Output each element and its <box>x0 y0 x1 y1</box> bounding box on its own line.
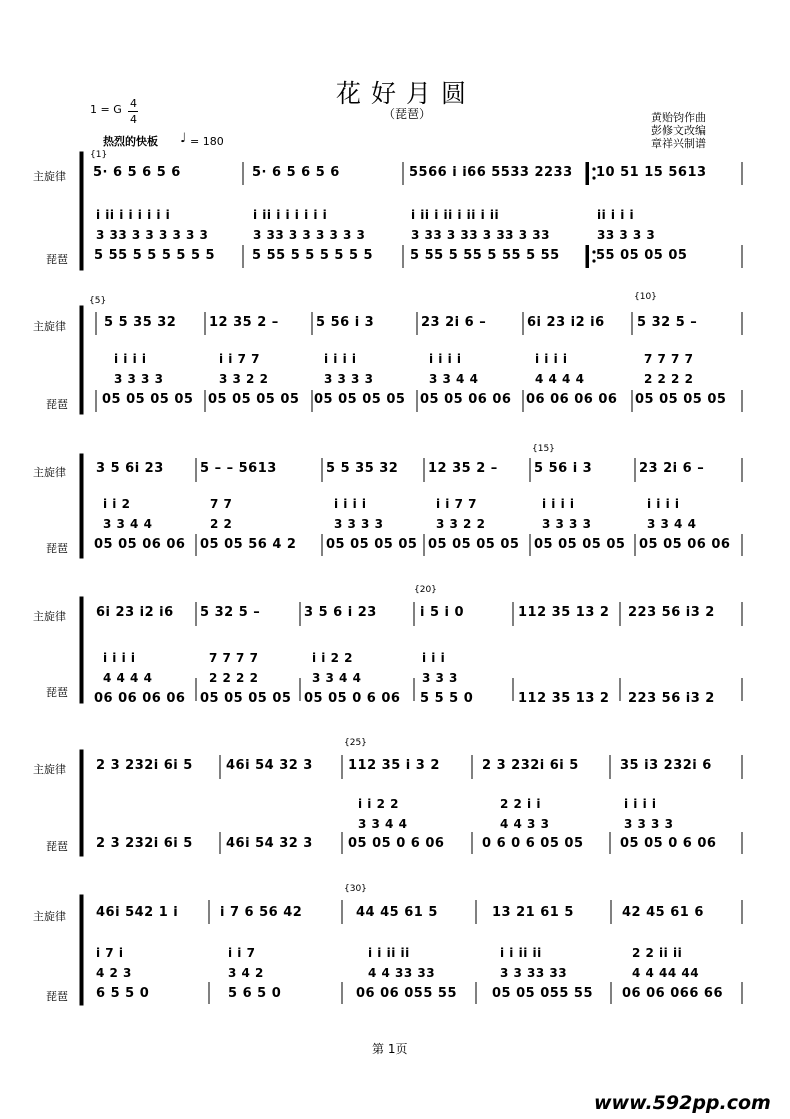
pipa-bass-row: 05 05 055 55 <box>492 986 593 1001</box>
pipa-bass-row: 05 05 05 05 <box>208 392 300 407</box>
measure-number: {10} <box>634 292 657 302</box>
melody-measure: 5· 6 5 6 5 6 <box>93 165 181 180</box>
pipa-middle-row: 3 3 3 3 <box>624 817 674 831</box>
pipa-bass-row: 05 05 06 06 <box>94 537 186 552</box>
pipa-bass-row: 05 05 05 05 <box>102 392 194 407</box>
melody-measure: 3 5 6i 23 <box>96 461 164 476</box>
pipa-upper-row: i i 2 <box>103 497 131 511</box>
key-signature: 1 = G <box>90 103 122 116</box>
part-label-melody: 主旋律 <box>33 910 66 923</box>
pipa-bass-row: 223 56 i3 2 <box>628 691 715 706</box>
melody-measure: 5 5 35 32 <box>326 461 399 476</box>
part-label-melody: 主旋律 <box>33 763 66 776</box>
pipa-middle-row: 3 3 33 33 <box>500 966 568 980</box>
melody-measure: 23 2i 6 – <box>421 315 487 330</box>
pipa-middle-row: 4 4 4 4 <box>535 372 585 386</box>
part-label-pipa: 琵琶 <box>46 542 68 555</box>
pipa-bass-row: 05 05 0 6 06 <box>348 836 445 851</box>
melody-measure: 10 51 15 5613 <box>596 165 707 180</box>
pipa-middle-row: 3 3 3 3 <box>542 517 592 531</box>
melody-measure: 3 5 6 i 23 <box>304 605 377 620</box>
pipa-bass-row: 05 05 05 05 <box>326 537 418 552</box>
melody-measure: 112 35 i 3 2 <box>348 758 440 773</box>
tempo-text: 热烈的快板 <box>103 135 158 148</box>
part-label-pipa: 琵琶 <box>46 686 68 699</box>
pipa-middle-row: 2 2 2 2 <box>644 372 694 386</box>
arranger-credit: 彭修文改编 <box>651 124 706 137</box>
pipa-bass-row: 05 05 05 05 <box>534 537 626 552</box>
melody-measure: 13 21 61 5 <box>492 905 574 920</box>
measure-number: {5} <box>89 296 107 306</box>
pipa-upper-row: i i 7 <box>228 946 256 960</box>
pipa-bass-row: 05 05 06 06 <box>639 537 731 552</box>
page-number: 第 1页 <box>372 1042 408 1056</box>
melody-measure: 35 i3 232i 6 <box>620 758 712 773</box>
pipa-bass-row: 55 05 05 05 <box>596 248 688 263</box>
pipa-bass-row: 2 3 232i 6i 5 <box>96 836 193 851</box>
pipa-middle-row: 3 33 3 3 3 3 3 3 <box>253 228 366 242</box>
melody-measure: 44 45 61 5 <box>356 905 438 920</box>
pipa-bass-row: 05 05 05 05 <box>314 392 406 407</box>
pipa-bass-row: 05 05 05 05 <box>428 537 520 552</box>
pipa-middle-row: 3 3 4 4 <box>103 517 153 531</box>
pipa-upper-row: i i i i <box>324 352 357 366</box>
quarter-note-icon: ♩ <box>180 131 187 146</box>
part-label-melody: 主旋律 <box>33 610 66 623</box>
pipa-upper-row: 7 7 7 7 <box>644 352 694 366</box>
pipa-bass-row: 05 05 56 4 2 <box>200 537 297 552</box>
melody-measure: 5566 i i66 5533 2233 <box>409 165 573 180</box>
pipa-upper-row: i ii i i i i i i <box>253 208 328 222</box>
part-label-melody: 主旋律 <box>33 466 66 479</box>
pipa-upper-row: i i i i <box>624 797 657 811</box>
pipa-middle-row: 4 4 33 33 <box>368 966 436 980</box>
pipa-upper-row: i ii i ii i ii i ii <box>411 208 500 222</box>
melody-measure: 46i 54 32 3 <box>226 758 313 773</box>
melody-measure: 42 45 61 6 <box>622 905 704 920</box>
time-signature-top: 4 <box>130 97 137 110</box>
pipa-upper-row: i i i i <box>103 651 136 665</box>
melody-measure: 5 – – 5613 <box>200 461 277 476</box>
pipa-bass-row: 112 35 13 2 <box>518 691 610 706</box>
pipa-middle-row: 2 2 <box>210 517 233 531</box>
pipa-upper-row: i i i i <box>542 497 575 511</box>
pipa-middle-row: 3 3 3 3 <box>334 517 384 531</box>
part-label-pipa: 琵琶 <box>46 840 68 853</box>
measure-number: {15} <box>532 444 555 454</box>
part-label-pipa: 琵琶 <box>46 253 68 266</box>
part-label-pipa: 琵琶 <box>46 398 68 411</box>
pipa-upper-row: i 7 i <box>96 946 124 960</box>
pipa-upper-row: 2 2 i i <box>500 797 541 811</box>
pipa-bass-row: 0 6 0 6 05 05 <box>482 836 584 851</box>
pipa-middle-row: 4 4 3 3 <box>500 817 550 831</box>
pipa-middle-row: 3 3 4 4 <box>312 671 362 685</box>
part-label-melody: 主旋律 <box>33 320 66 333</box>
pipa-upper-row: 7 7 <box>210 497 233 511</box>
pipa-bass-row: 5 55 5 5 5 5 5 5 <box>252 248 374 263</box>
pipa-middle-row: 33 3 3 3 <box>597 228 656 242</box>
melody-measure: 6i 23 i2 i6 <box>96 605 174 620</box>
melody-measure: 5 56 i 3 <box>534 461 593 476</box>
pipa-upper-row: i i i <box>422 651 446 665</box>
pipa-upper-row: i i i i <box>647 497 680 511</box>
pipa-middle-row: 3 3 3 <box>422 671 458 685</box>
part-label-melody: 主旋律 <box>33 170 66 183</box>
melody-measure: 5 32 5 – <box>200 605 261 620</box>
measure-number: {20} <box>414 585 437 595</box>
engraver-credit: 章祥兴制谱 <box>651 137 706 150</box>
score-subtitle: （琵琶） <box>383 107 432 121</box>
pipa-upper-row: i i i i <box>429 352 462 366</box>
pipa-middle-row: 3 3 2 2 <box>436 517 486 531</box>
pipa-middle-row: 2 2 2 2 <box>209 671 259 685</box>
melody-measure: 12 35 2 – <box>209 315 279 330</box>
pipa-upper-row: i i 2 2 <box>312 651 353 665</box>
pipa-bass-row: 05 05 0 6 06 <box>620 836 717 851</box>
melody-measure: 12 35 2 – <box>428 461 498 476</box>
pipa-middle-row: 3 3 3 3 <box>114 372 164 386</box>
pipa-bass-row: 46i 54 32 3 <box>226 836 313 851</box>
pipa-upper-row: i i 2 2 <box>358 797 399 811</box>
pipa-bass-row: 05 05 0 6 06 <box>304 691 401 706</box>
melody-measure: 23 2i 6 – <box>639 461 705 476</box>
melody-measure: 5· 6 5 6 5 6 <box>252 165 340 180</box>
pipa-upper-row: i i 7 7 <box>219 352 260 366</box>
pipa-bass-row: 06 06 066 66 <box>622 986 723 1001</box>
pipa-bass-row: 06 06 055 55 <box>356 986 457 1001</box>
pipa-middle-row: 3 3 2 2 <box>219 372 269 386</box>
composer-credit: 黄贻钧作曲 <box>651 111 706 124</box>
pipa-upper-row: i ii i i i i i i <box>96 208 171 222</box>
pipa-upper-row: i i ii ii <box>500 946 542 960</box>
melody-measure: 5 32 5 – <box>637 315 698 330</box>
pipa-upper-row: i i ii ii <box>368 946 410 960</box>
melody-measure: i 7 6 56 42 <box>220 905 303 920</box>
pipa-middle-row: 3 33 3 3 3 3 3 3 <box>96 228 209 242</box>
pipa-middle-row: 3 3 3 3 <box>324 372 374 386</box>
pipa-middle-row: 3 3 4 4 <box>647 517 697 531</box>
melody-measure: 223 56 i3 2 <box>628 605 715 620</box>
pipa-bass-row: 5 5 5 0 <box>420 691 474 706</box>
pipa-upper-row: ii i i i <box>597 208 635 222</box>
pipa-middle-row: 3 33 3 33 3 33 3 33 <box>411 228 550 242</box>
pipa-middle-row: 3 4 2 <box>228 966 264 980</box>
melody-measure: 5 56 i 3 <box>316 315 375 330</box>
measure-number: {1} <box>90 150 108 160</box>
pipa-bass-row: 06 06 06 06 <box>526 392 618 407</box>
pipa-bass-row: 05 05 06 06 <box>420 392 512 407</box>
pipa-upper-row: i i i i <box>114 352 147 366</box>
measure-number: {25} <box>344 738 367 748</box>
pipa-middle-row: 3 3 4 4 <box>429 372 479 386</box>
pipa-middle-row: 4 2 3 <box>96 966 132 980</box>
pipa-middle-row: 3 3 4 4 <box>358 817 408 831</box>
melody-measure: 5 5 35 32 <box>104 315 177 330</box>
measure-number: {30} <box>344 884 367 894</box>
pipa-bass-row: 05 05 05 05 <box>200 691 292 706</box>
pipa-bass-row: 05 05 05 05 <box>635 392 727 407</box>
melody-measure: 2 3 232i 6i 5 <box>96 758 193 773</box>
part-label-pipa: 琵琶 <box>46 990 68 1003</box>
pipa-bass-row: 06 06 06 06 <box>94 691 186 706</box>
melody-measure: 112 35 13 2 <box>518 605 610 620</box>
pipa-middle-row: 4 4 44 44 <box>632 966 700 980</box>
site-watermark: www.592pp.com <box>594 1092 771 1114</box>
pipa-middle-row: 4 4 4 4 <box>103 671 153 685</box>
melody-measure: 46i 542 1 i <box>96 905 179 920</box>
pipa-upper-row: i i i i <box>535 352 568 366</box>
time-signature-bottom: 4 <box>130 113 137 126</box>
melody-measure: i 5 i 0 <box>420 605 465 620</box>
score-title: 花好月圆 <box>336 79 477 108</box>
pipa-bass-row: 5 55 5 55 5 55 5 55 <box>410 248 560 263</box>
melody-measure: 2 3 232i 6i 5 <box>482 758 579 773</box>
pipa-bass-row: 5 55 5 5 5 5 5 5 <box>94 248 216 263</box>
pipa-upper-row: 7 7 7 7 <box>209 651 259 665</box>
pipa-upper-row: 2 2 ii ii <box>632 946 683 960</box>
pipa-upper-row: i i i i <box>334 497 367 511</box>
tempo-value: = 180 <box>190 135 224 148</box>
pipa-bass-row: 6 5 5 0 <box>96 986 150 1001</box>
pipa-upper-row: i i 7 7 <box>436 497 477 511</box>
pipa-bass-row: 5 6 5 0 <box>228 986 282 1001</box>
melody-measure: 6i 23 i2 i6 <box>527 315 605 330</box>
